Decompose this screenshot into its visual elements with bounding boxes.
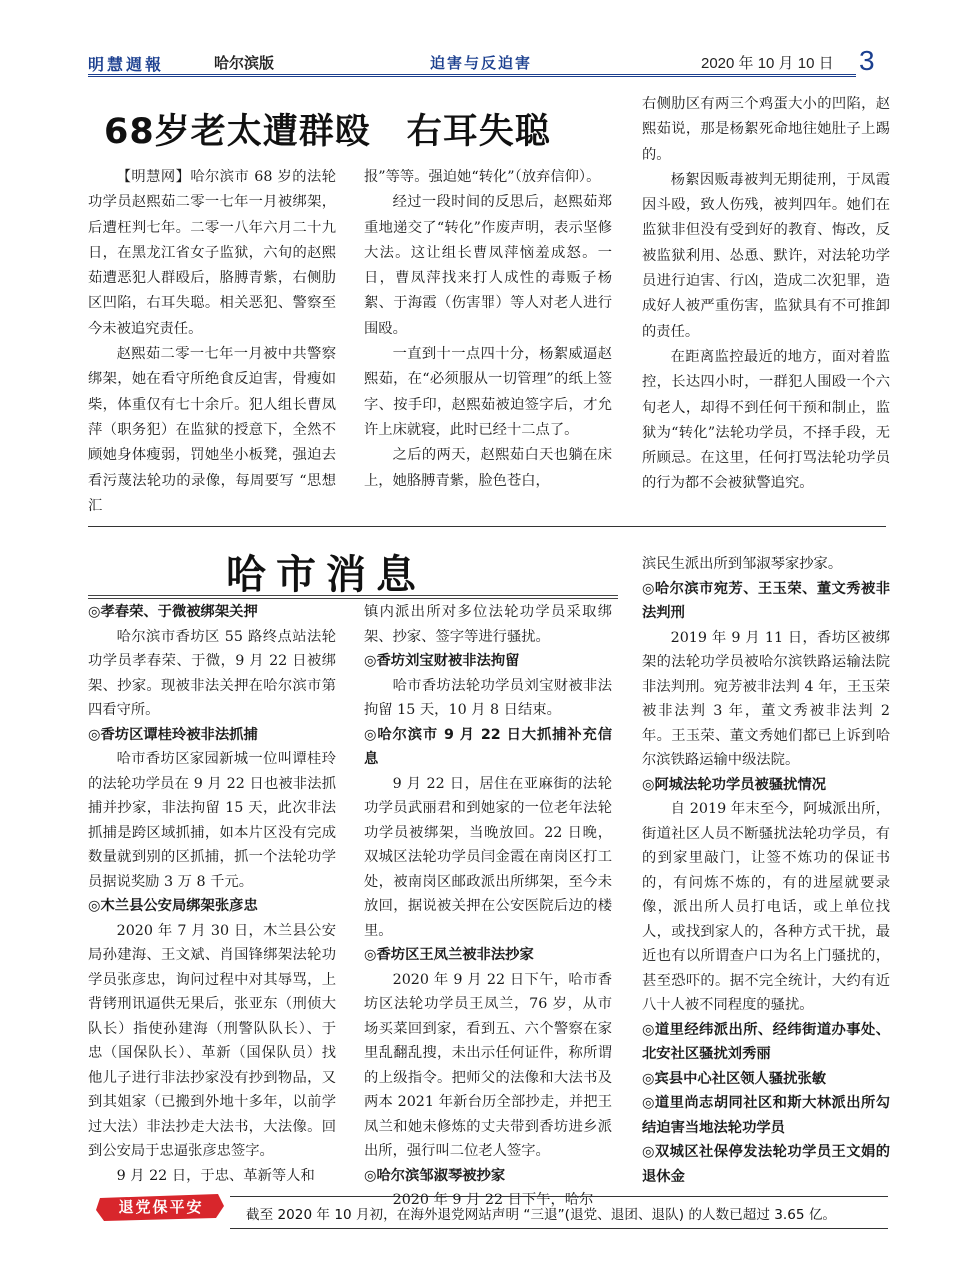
- news-item-text: 哈市香坊区家园新城一位叫谭桂玲的法轮功学员在 9 月 22 日也被非法抓捕并抄家，非法拘留 15 天，此次非法抓捕是跨区域抓捕，如本片区没有完成数量就到别的区抓捕，抓一个法轮功学员据说奖励 3 万 8 千元。: [88, 751, 336, 890]
- news-column-3: [642, 552, 890, 1187]
- section-divider: [88, 526, 886, 527]
- news-item-heading: ◎宾县中心社区领人骚扰张敏: [642, 1070, 827, 1087]
- tuidang-badge: [96, 1192, 226, 1222]
- article-paragraph: 经过一段时间的反思后，赵熙茹郑重地递交了“转化”作废声明，表示坚修大法。这让组长曹凤萍恼羞成怒。一日，曹凤萍找来打人成性的毒贩子杨絮、于海霞（伤害罪）等人对老人进行围殴。: [364, 194, 612, 337]
- article-paragraph: 之后的两天，赵熙茹白天也躺在床上，她胳膊青紫，脸色苍白，: [364, 447, 612, 489]
- banner-rule: [230, 1228, 888, 1229]
- header-rule: [88, 74, 856, 77]
- news-item-heading: ◎道里经纬派出所、经纬街道办事处、北安社区骚扰刘秀丽: [642, 1021, 890, 1062]
- news-column-1: [88, 600, 336, 1190]
- news-item-text: 2019 年 9 月 11 日，香坊区被绑架的法轮功学员被哈尔滨铁路运输法院非法判刑。宛芳被非法判 4 年，王玉荣被非法判 3 年，董文秀被非法判 2 年。王玉荣、董文秀她们都已上诉到哈尔滨铁路运输中级法院。: [642, 629, 890, 768]
- news-item-heading: ◎哈尔滨邹淑琴被抄家: [364, 1167, 506, 1184]
- issue-date: 2020 年 10 月 10 日: [701, 55, 834, 72]
- edition-label: 哈尔滨版: [214, 54, 275, 72]
- news-title-rule: [88, 595, 618, 596]
- section-title: 迫害与反迫害: [430, 54, 533, 72]
- news-item-text: 滨民生派出所到邹淑琴家抄家。: [642, 556, 843, 572]
- news-item-text: 自 2019 年末至今，阿城派出所，街道社区人员不断骚扰法轮功学员，有的到家里敲门，让签不炼功的保证书的，有问炼不炼的，有的进屋就要录像，派出所人员打电话，或上单位找人，或找到家人的，各种方式干扰，最近也有以所谓查户口为名上门骚扰的，甚至恐吓的。据不完全统计，大约有近八十人被不同程度的骚扰。: [642, 801, 890, 1013]
- tuidang-notice: 截至 2020 年 10 月初，在海外退党网站声明 “三退”(退党、退团、退队) 的人数已超过 3.65 亿。: [246, 1207, 837, 1223]
- tuidang-label: 退党保平安: [118, 1198, 204, 1216]
- article-paragraph: 【明慧网】哈尔滨市 68 岁的法轮功学员赵熙茹二零一七年一月被绑架，后遭枉判七年。二零一八年六月二十九日，在黑龙江省女子监狱，六旬的赵熙茹遭恶犯人群殴后，胳膊青紫，右侧肋区凹陷，右耳失聪。相关恶犯、警察至今未被追究责任。: [88, 169, 336, 337]
- article-column-1: [88, 165, 336, 519]
- news-title-rule: [88, 598, 618, 599]
- news-section-title: 哈市消息: [226, 552, 426, 598]
- news-item-heading: ◎双城区社保停发法轮功学员王文娟的退休金: [642, 1144, 890, 1185]
- article-headline: [104, 104, 551, 154]
- news-item-text: 9 月 22 日，于忠、革新等人和: [116, 1167, 315, 1184]
- article-column-3: [642, 92, 890, 497]
- news-item-text: 2020 年 9 月 22 日下午，哈市香坊区法轮功学员王凤兰，76 岁，从市场买菜回到家，看到五、六个警察在家里乱翻乱搜，未出示任何证件，称所谓的上级指令。把师父的法像和大法书及两本 2021 年新台历全部抄走，并把王凤兰和她未修炼的丈夫带到香坊进乡派出所，强行叫二位老人签字。: [364, 971, 612, 1159]
- page-header: [88, 46, 888, 76]
- banner-rule: [230, 1196, 888, 1197]
- news-item-heading: ◎哈尔滨市宛芳、王玉荣、董文秀被非法判刑: [642, 580, 890, 621]
- headline-part2: 右耳失聪: [406, 112, 551, 152]
- news-item-text: 哈尔滨市香坊区 55 路终点站法轮功学员孝春荣、于微，9 月 22 日被绑架、抄家。现被非法关押在哈尔滨市第四看守所。: [88, 628, 336, 718]
- news-item-text: 镇内派出所对多位法轮功学员采取绑架、抄家、签字等进行骚扰。: [364, 604, 612, 645]
- news-item-heading: ◎孝春荣、于微被绑架关押: [88, 604, 258, 620]
- news-item-heading: ◎阿城法轮功学员被骚扰情况: [642, 776, 827, 793]
- headline-part1: 68岁老太遭群殴: [104, 112, 371, 152]
- news-item-heading: ◎道里尚志胡同社区和斯大林派出所勾结迫害当地法轮功学员: [642, 1095, 890, 1136]
- news-item-heading: ◎香坊区谭桂玲被非法抓捕: [88, 726, 258, 743]
- news-item-text: 2020 年 7 月 30 日，木兰县公安局孙建海、王文斌、肖国锋绑架法轮功学员张彦忠，询问过程中对其辱骂，上背铐刑讯逼供无果后，张亚东（刑侦大队长）指使孙建海（刑警队队长）、于忠（国保队长）、革新（国保队员）找他儿子进行非法抄家没有抄到物品，又到其姐家（已搬到外地十多年，以前学过大法）非法抄走大法书，大法像。回到公安局于忠逼张彦忠签字。: [88, 922, 336, 1159]
- article-paragraph: 右侧肋区有两三个鸡蛋大小的凹陷，赵熙茹说，那是杨絮死命地往她肚子上踢的。: [642, 96, 890, 163]
- page-number: 3: [859, 45, 875, 76]
- article-paragraph: 在距离监控最近的地方，面对着监控，长达四小时，一群犯人围殴一个六旬老人，却得不到任何干预和制止，监狱为“转化”法轮功学员，不择手段，无所顾忌。在这里，任何打骂法轮功学员的行为都不会被狱警追究。: [642, 348, 890, 492]
- news-column-2: [364, 600, 612, 1208]
- article-paragraph: 报”等等。强迫她“转化”（放弃信仰）。: [364, 169, 601, 185]
- article-column-2: [364, 165, 612, 494]
- news-item-heading: ◎哈尔滨市 9 月 22 日大抓捕补充信息: [364, 726, 612, 767]
- news-item-heading: ◎木兰县公安局绑架张彦忠: [88, 898, 258, 914]
- news-item-heading: ◎香坊刘宝财被非法拘留: [364, 653, 520, 669]
- masthead: 明慧週報: [88, 55, 165, 74]
- article-paragraph: 一直到十一点四十分，杨絮威逼赵熙茹，在“必须服从一切管理”的纸上签字、按手印，赵熙茹被迫签字后，才允许上床就寝，此时已经十二点了。: [364, 346, 612, 438]
- news-item-heading: ◎香坊区王凤兰被非法抄家: [364, 947, 534, 963]
- news-item-text: 9 月 22 日，居住在亚麻街的法轮功学员武丽君和到她家的一位老年法轮功学员被绑架，当晚放回。22 日晚，双城区法轮功学员闫金霞在南岗区打工处，被南岗区邮政派出所绑架，至今未放回，据说被关押在公安医院后边的楼里。: [364, 775, 612, 939]
- news-item-text: 哈市香坊法轮功学员刘宝财被非法拘留 15 天，10 月 8 日结束。: [364, 677, 612, 718]
- article-paragraph: 杨絮因贩毒被判无期徒刑，于凤霞因斗殴，致人伤残，被判四年。她们在监狱非但没有受到好的教育、悔改，反被监狱利用、怂恿、默许，对法轮功学员进行迫害、行凶，造成二次犯罪，造成好人被严重伤害，监狱具有不可推卸的责任。: [642, 171, 890, 340]
- news-item-text: 2020 年 9 月 22 日下午，哈尔: [392, 1192, 594, 1208]
- article-paragraph: 赵熙茹二零一七年一月被中共警察绑架，她在看守所绝食反迫害，骨瘦如柴，体重仅有七十余斤。犯人组长曹凤萍（职务犯）在监狱的授意下，全然不顾她身体瘦弱，罚她坐小板凳，强迫去看污蔑法轮功的录像，每周要写 “思想汇: [88, 346, 336, 514]
